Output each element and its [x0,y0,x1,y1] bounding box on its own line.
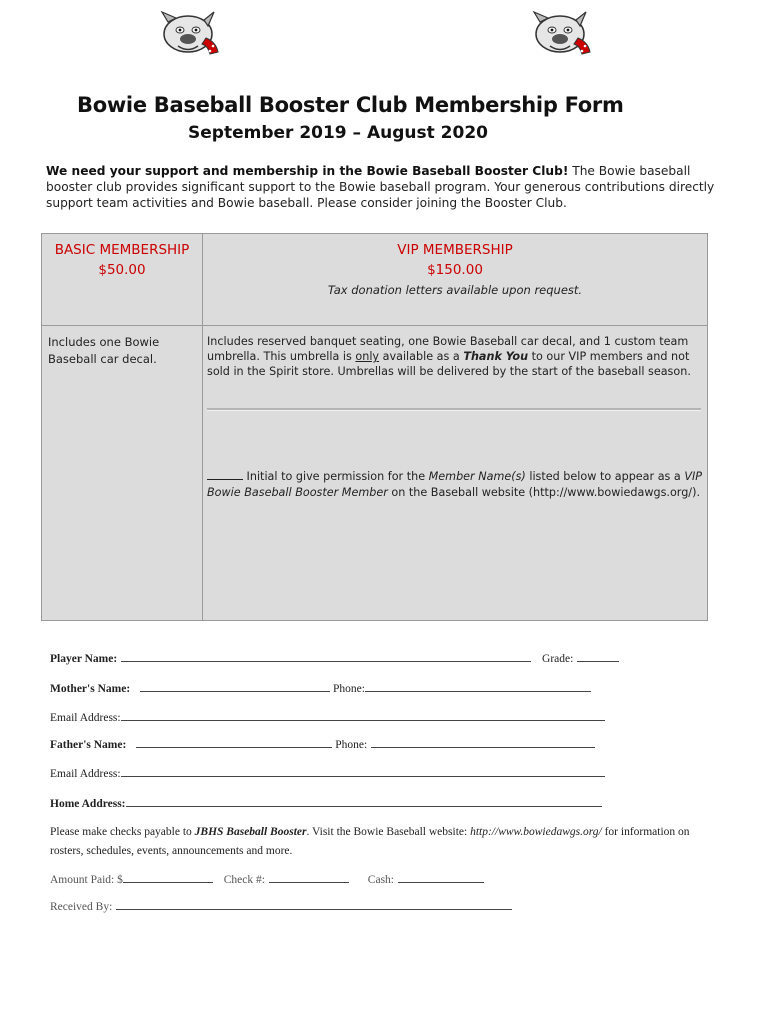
note-text: Please make checks payable to [50,826,195,838]
vip-desc-text: Includes reserved banquet seating, one Bowie Baseball car decal, and 1 custom team umbrella. This umbrella is [207,335,689,363]
mothers-name-label: Mother's Name: [50,683,131,695]
bulldog-icon [530,8,596,58]
received-by-field[interactable] [116,898,512,910]
mother-email-label: Email Address: [50,712,121,724]
vip-membership-name: VIP MEMBERSHIP [397,242,513,258]
email2-row [50,765,605,780]
page-subtitle: September 2019 – August 2020 [188,123,488,143]
permission-member-names: Member Name(s) [428,470,526,483]
amount-paid-field[interactable] [123,871,213,883]
vip-membership-description [207,334,703,379]
note-payee: JBHS Baseball Booster [194,826,307,838]
payment-note [50,823,720,861]
permission-text: on the Baseball website (http://www.bowiedawgs.org/). [387,486,700,499]
cash-field[interactable] [398,871,484,883]
player-name-field[interactable] [121,650,531,662]
vip-membership-price: $150.00 [427,262,483,278]
vip-desc-text: available as a [379,350,464,363]
mother-phone-field[interactable] [365,680,591,692]
permission-text: Initial to give permission for the [243,470,429,483]
intro-rest: The Bowie baseball booster club provides significant support to the Bowie baseball program. Your generous contributions directly support team activities and Bowie baseball. Please consider joining the Booster Club. [46,164,715,210]
bulldog-icon [158,8,224,58]
inner-divider [207,408,701,411]
received-by-row [50,898,512,913]
intro-paragraph [46,163,726,211]
row-divider [42,325,707,326]
note-text: . Visit the Bowie Baseball website: [306,826,471,838]
bulldog-logo-right [530,8,596,58]
permission-statement [207,469,703,501]
home-address-field[interactable] [126,795,602,807]
mother-phone-label: Phone: [333,683,365,695]
initial-blank[interactable] [207,469,243,480]
home-address-label: Home Address: [50,798,126,810]
grade-label: Grade: [542,653,574,665]
father-email-label: Email Address: [50,768,121,780]
mothers-name-field[interactable] [140,680,330,692]
note-text: for information on rosters, schedules, events, announcements and more. [50,826,690,857]
bulldog-logo-left [158,8,224,58]
vip-membership-header [203,240,707,280]
amount-paid-label: Amount Paid: $ [50,874,123,886]
check-number-label: Check #: [223,874,265,886]
player-name-label: Player Name: [50,653,118,665]
vip-desc-thanks: Thank You [463,350,529,363]
father-row [50,736,595,751]
mother-email-field[interactable] [121,709,605,721]
payment-row [50,871,484,886]
permission-text: listed below to appear as a [525,470,685,483]
player-name-row [50,650,619,665]
father-email-field[interactable] [121,765,605,777]
father-phone-label: Phone: [335,739,368,751]
vip-desc-only: only [355,350,380,363]
intro-bold: We need your support and membership in the Bowie Baseball Booster Club! [46,164,569,178]
vip-desc-text: to our VIP members and not sold in the Spirit store. Umbrellas will be delivered by the start of the baseball season. [207,350,691,378]
father-phone-field[interactable] [371,736,595,748]
permission-vip-member: VIP Bowie Baseball Booster Member [207,470,703,499]
bowiedawgs-link[interactable]: http://www.bowiedawgs.org/ [470,826,602,838]
fathers-name-label: Father's Name: [50,739,127,751]
check-number-field[interactable] [269,871,349,883]
home-address-row [50,795,602,810]
tax-note: Tax donation letters available upon request. [327,283,583,297]
basic-membership-description: Includes one Bowie Baseball car decal. [48,335,160,366]
basic-membership-header [42,240,202,280]
cash-label: Cash: [367,874,394,886]
grade-field[interactable] [577,650,619,662]
basic-membership-name: BASIC MEMBERSHIP [54,242,190,258]
mother-row [50,680,591,695]
basic-membership-price: $50.00 [98,262,146,278]
email1-row [50,709,605,724]
membership-table [41,233,708,621]
fathers-name-field[interactable] [136,736,332,748]
received-by-label: Received By: [50,901,113,913]
page-title: Bowie Baseball Booster Club Membership Form [77,93,624,117]
